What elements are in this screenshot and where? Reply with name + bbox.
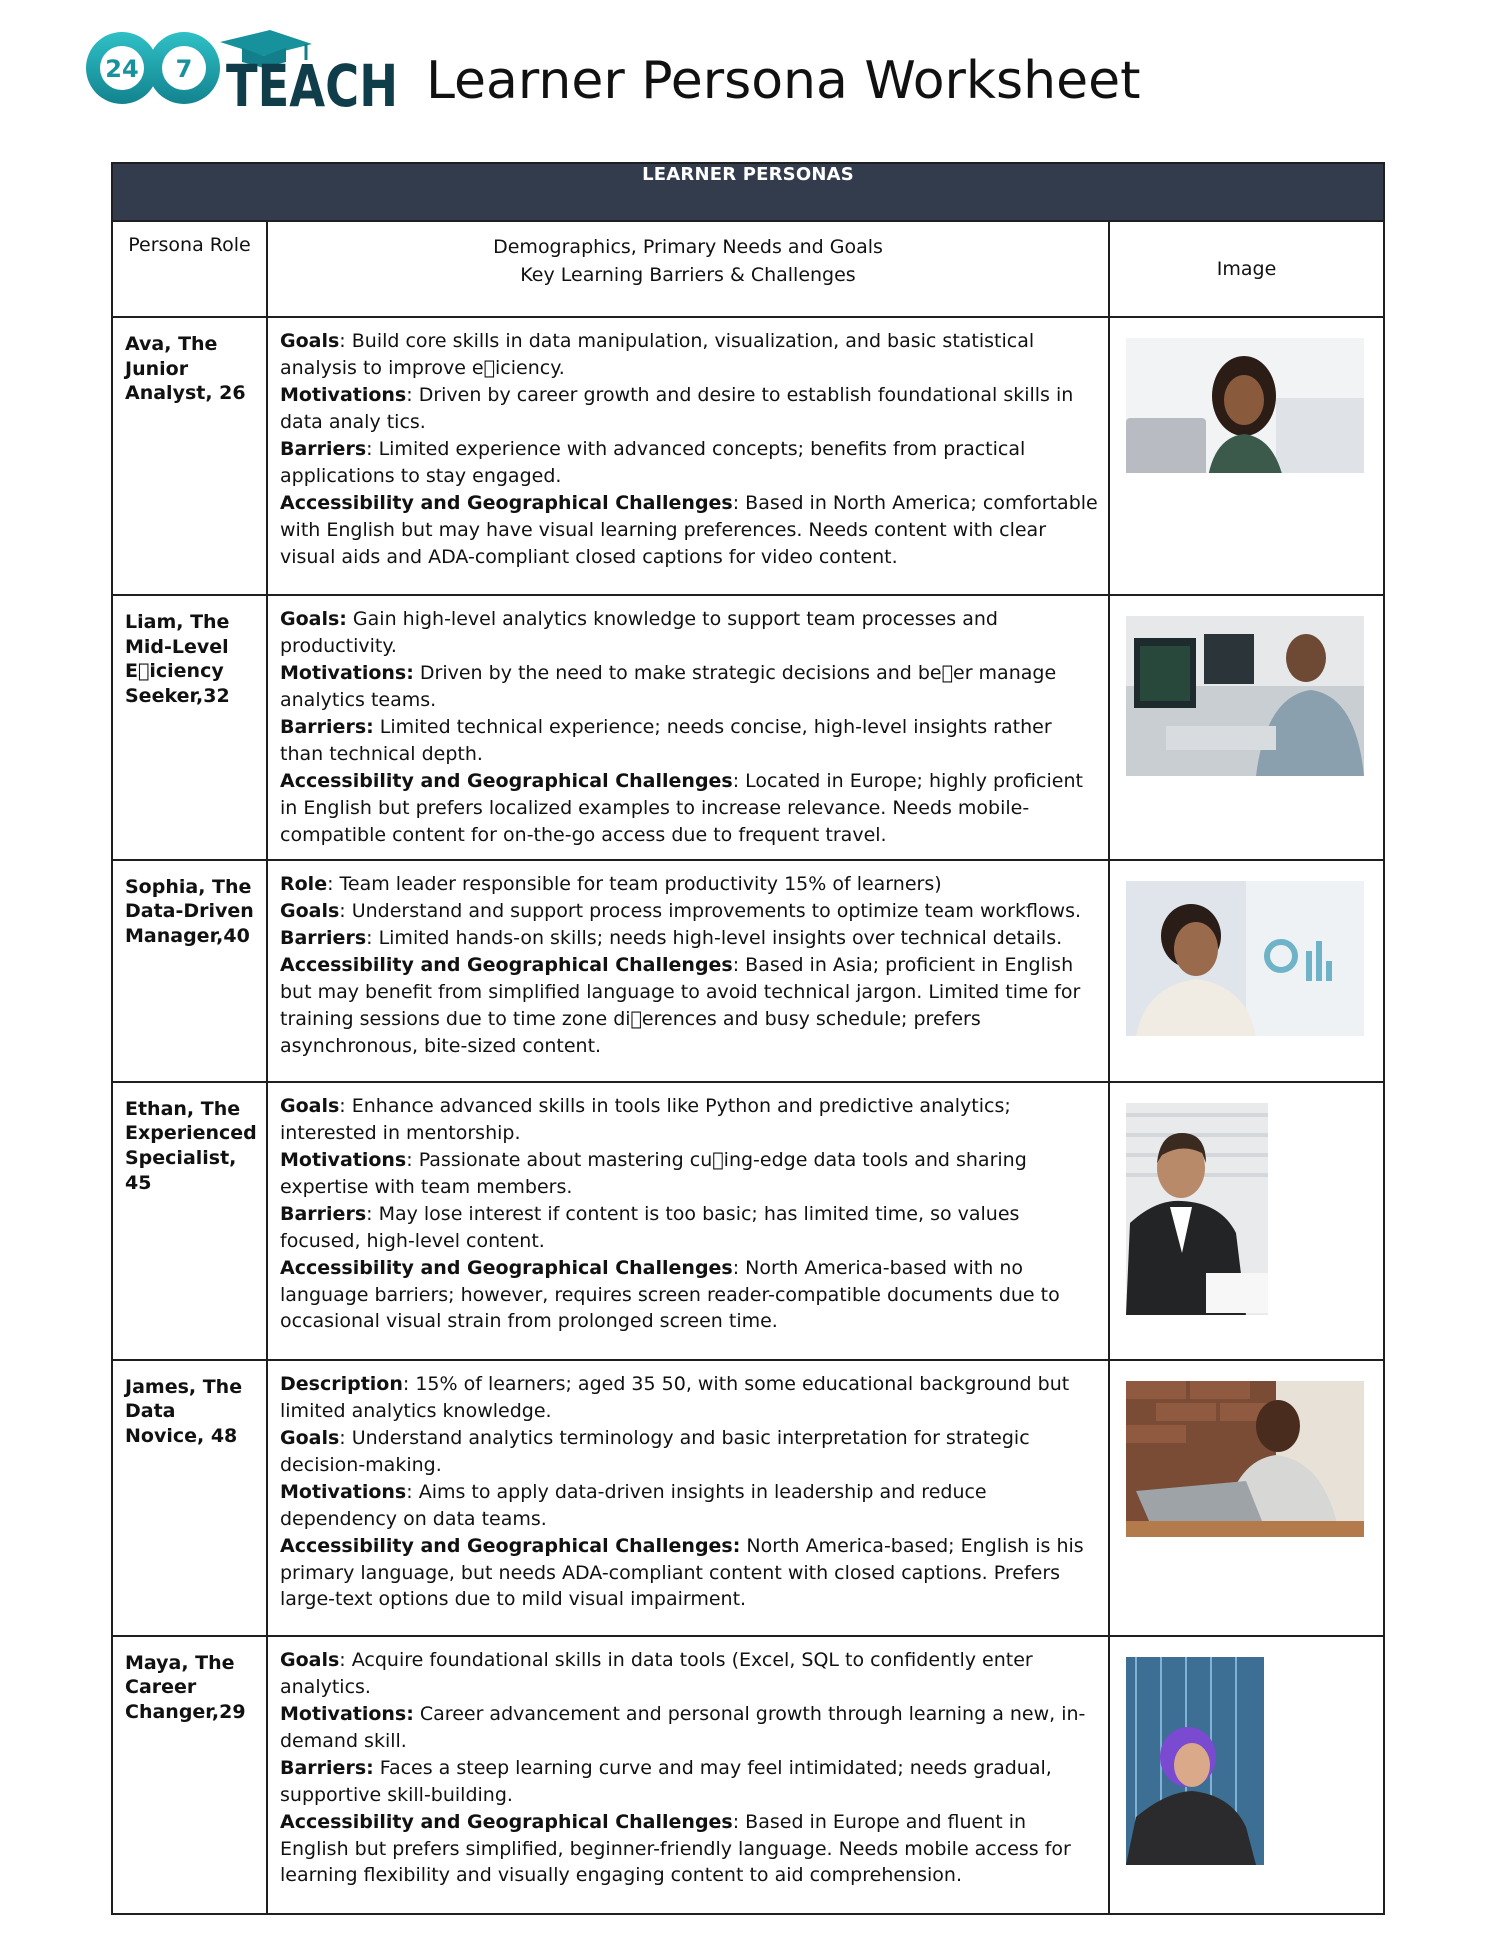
persona-role: Ava, The Junior Analyst, 26 bbox=[112, 317, 267, 595]
persona-role-detail: Role: Team leader responsible for team productivity 15% of learners) bbox=[280, 872, 942, 895]
persona-role: Ethan, The Experienced Specialist, 45 bbox=[112, 1082, 267, 1360]
persona-goals: Goals: Acquire foundational skills in data tools (Excel, SQL to confidently enter analytics. bbox=[280, 1648, 1033, 1698]
persona-role: James, The Data Novice, 48 bbox=[112, 1360, 267, 1636]
column-header-persona-role bbox=[112, 221, 267, 317]
persona-accessibility: Accessibility and Geographical Challenges: Based in Europe and fluent in English but prefers simplified, beginner-friendly language. Needs mobile access for learning flexibility and visually engaging content to aid comprehension. bbox=[280, 1810, 1071, 1887]
persona-motivations: Motivations: Passionate about mastering cu ing-edge data tools and sharing expertise with team members. bbox=[280, 1148, 1027, 1198]
persona-role: Maya, The Career Changer,29 bbox=[112, 1636, 267, 1914]
persona-description bbox=[267, 860, 1109, 1082]
persona-goals: Goals: Understand analytics terminology and basic interpretation for strategic decision-making. bbox=[280, 1426, 1030, 1476]
page-header bbox=[80, 22, 1420, 120]
persona-image-cell bbox=[1109, 1082, 1384, 1360]
table-row bbox=[112, 1636, 1384, 1914]
persona-goals: Goals: Gain high-level analytics knowledge to support team processes and productivity. bbox=[280, 608, 998, 657]
persona-description bbox=[267, 317, 1109, 595]
persona-barriers: Barriers: May lose interest if content is too basic; has limited time, so values focused, high-level content. bbox=[280, 1202, 1020, 1252]
persona-motivations: Motivations: Driven by career growth and desire to establish foundational skills in data analy tics. bbox=[280, 383, 1074, 433]
persona-goals: Goals: Enhance advanced skills in tools like Python and predictive analytics; interested in mentorship. bbox=[280, 1094, 1011, 1144]
persona-role: Liam, The Mid-Level E iciency Seeker,32 bbox=[112, 595, 267, 860]
woman-with-purple-hair-photo bbox=[1126, 1657, 1264, 1865]
persona-image-cell bbox=[1109, 1636, 1384, 1914]
table-row bbox=[112, 1082, 1384, 1360]
persona-accessibility: Accessibility and Geographical Challenges: Based in Asia; proficient in English but may benefit from simplified language to avoid technical jargon. Limited time for training sessions due to time zone di erences and busy schedule; prefers asynchronous, bite-sized content. bbox=[280, 953, 1081, 1057]
persona-barriers: Barriers: Faces a steep learning curve and may feel intimidated; needs gradual, supportive skill-building. bbox=[280, 1756, 1052, 1806]
table-title: LEARNER PERSONAS bbox=[112, 163, 1384, 221]
persona-description-detail: Description: 15% of learners; aged 35 50, with some educational background but limited analytics knowledge. bbox=[280, 1372, 1070, 1422]
column-header-desc-line2: Key Learning Barriers & Challenges bbox=[520, 263, 856, 286]
column-header-role-label: Persona Role bbox=[128, 234, 251, 256]
column-header-image bbox=[1109, 221, 1384, 317]
logo-7-text: 7 bbox=[175, 55, 193, 83]
persona-role: Sophia, The Data-Driven Manager,40 bbox=[112, 860, 267, 1082]
persona-accessibility: Accessibility and Geographical Challenges: North America-based with no language barriers; however, requires screen reader-compatible documents due to occasional visual strain from prolonged screen time. bbox=[280, 1256, 1060, 1333]
man-laughing-at-laptop-photo bbox=[1126, 1381, 1364, 1537]
persona-description bbox=[267, 595, 1109, 860]
persona-barriers: Barriers: Limited hands-on skills; needs high-level insights over technical details. bbox=[280, 926, 1063, 949]
persona-image-cell bbox=[1109, 595, 1384, 860]
persona-image-cell bbox=[1109, 860, 1384, 1082]
persona-goals: Goals: Build core skills in data manipulation, visualization, and basic statistical analysis to improve e iciency. bbox=[280, 330, 1035, 379]
persona-accessibility: Accessibility and Geographical Challenges: North America-based; English is his primary language, but needs ADA-compliant content with closed captions. Prefers large-text options due to mild visual impairment. bbox=[280, 1534, 1084, 1611]
woman-at-laptop-photo bbox=[1126, 338, 1364, 493]
24-7-teach-logo bbox=[80, 22, 400, 120]
table-row bbox=[112, 317, 1384, 595]
table-row bbox=[112, 860, 1384, 1082]
logo-teach-text: TEACH bbox=[226, 52, 398, 120]
persona-motivations: Motivations: Aims to apply data-driven insights in leadership and reduce dependency on data teams. bbox=[280, 1480, 987, 1530]
page-title: Learner Persona Worksheet bbox=[426, 51, 1141, 111]
persona-description bbox=[267, 1360, 1109, 1636]
column-header-image-label: Image bbox=[1216, 258, 1277, 280]
table-row bbox=[112, 595, 1384, 860]
table-row bbox=[112, 1360, 1384, 1636]
column-header-desc-line1: Demographics, Primary Needs and Goals bbox=[493, 236, 883, 258]
logo-24-text: 24 bbox=[105, 55, 139, 83]
persona-motivations: Motivations: Driven by the need to make strategic decisions and be er manage analytics teams. bbox=[280, 661, 1057, 711]
persona-accessibility: Accessibility and Geographical Challenges: Based in North America; comfortable with English but may have visual learning preferences. Needs content with clear visual aids and ADA-compliant closed captions for video content. bbox=[280, 491, 1098, 568]
persona-goals: Goals: Understand and support process improvements to optimize team workflows. bbox=[280, 899, 1082, 922]
persona-image-cell bbox=[1109, 1360, 1384, 1636]
man-with-headset-at-monitors-photo bbox=[1126, 616, 1364, 776]
persona-accessibility: Accessibility and Geographical Challenges: Located in Europe; highly proficient in English but prefers localized examples to increase relevance. Needs mobile-compatible content for on-the-go access due to frequent travel. bbox=[280, 769, 1083, 846]
persona-barriers: Barriers: Limited technical experience; needs concise, high-level insights rather than technical depth. bbox=[280, 715, 1052, 765]
man-in-suit-on-phone-photo bbox=[1126, 1103, 1268, 1315]
persona-barriers: Barriers: Limited experience with advanced concepts; benefits from practical applications to stay engaged. bbox=[280, 437, 1026, 487]
learner-personas-table bbox=[111, 162, 1385, 1915]
persona-description bbox=[267, 1636, 1109, 1914]
column-header-demographics bbox=[267, 221, 1109, 317]
persona-motivations: Motivations: Career advancement and personal growth through learning a new, in-demand skill. bbox=[280, 1702, 1086, 1752]
persona-description bbox=[267, 1082, 1109, 1360]
woman-on-phone-photo bbox=[1126, 881, 1364, 1036]
persona-image-cell bbox=[1109, 317, 1384, 595]
